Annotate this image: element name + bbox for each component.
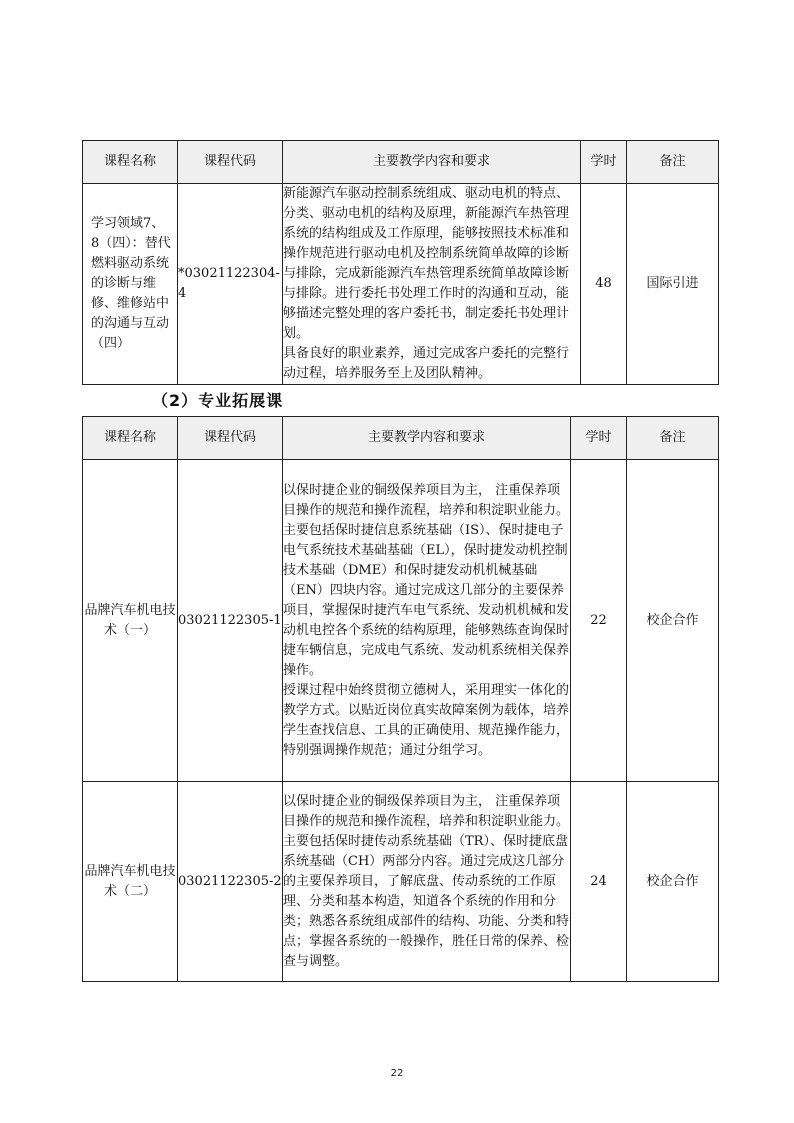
course-name: 品牌汽车机电技术（二） bbox=[83, 782, 178, 982]
course-table-extension bbox=[82, 416, 719, 982]
header-hours: 学时 bbox=[571, 417, 627, 460]
course-hours: 24 bbox=[571, 782, 627, 982]
course-hours: 22 bbox=[571, 460, 627, 782]
content-paragraph: 以保时捷企业的铜级保养项目为主， 注重保养项目操作的规范和操作流程，培养和积淀职业能力。主要包括保时捷传动系统基础（TR）、保时捷底盘系统基础（CH）两部分内容。通过完成这几部分的主要保养项目，了解底盘、传动系统的工作原理、分类和基本构造，知道各个系统的作用和分类；熟悉各系统组成部件的结构、功能、分类和特点；掌握各系统的一般操作，胜任日常的保养、检查与调整。 bbox=[283, 793, 570, 969]
header-course-code: 课程代码 bbox=[178, 141, 283, 184]
content-paragraph: 新能源汽车驱动控制系统组成、驱动电机的特点、分类、驱动电机的结构及原理，新能源汽车热管理系统的结构组成及工作原理，能够按照技术标准和操作规范进行驱动电机及控制系统简单故障的诊断与排除，完成新能源汽车热管理系统简单故障诊断与排除。进行委托书处理工作时的沟通和互动，能够描述完整处理的客户委托书，制定委托书处理计划。 bbox=[283, 186, 570, 341]
course-code: 03021122305-2 bbox=[178, 782, 283, 982]
course-code: 03021122305-1 bbox=[178, 460, 283, 782]
course-note: 校企合作 bbox=[627, 460, 719, 782]
header-note: 备注 bbox=[627, 417, 719, 460]
header-course-name: 课程名称 bbox=[83, 141, 178, 184]
course-name: 学习领域7、8（四）：替代燃料驱动系统的诊断与维修、维修站中的沟通与互动（四） bbox=[83, 184, 178, 385]
course-content bbox=[283, 184, 581, 385]
course-code: *03021122304-4 bbox=[178, 184, 283, 385]
header-content: 主要教学内容和要求 bbox=[283, 141, 581, 184]
course-name: 品牌汽车机电技术（一） bbox=[83, 460, 178, 782]
header-course-name: 课程名称 bbox=[83, 417, 178, 460]
header-hours: 学时 bbox=[581, 141, 627, 184]
course-note: 校企合作 bbox=[627, 782, 719, 982]
content-paragraph: 以保时捷企业的铜级保养项目为主， 注重保养项目操作的规范和操作流程，培养和积淀职业能力。主要包括保时捷信息系统基础（IS）、保时捷电子电气系统技术基础基础（EL），保时捷发动机控制技术基础（DME）和保时捷发动机机械基础（EN）四块内容。通过完成这几部分的主要保养项目，掌握保时捷汽车电气系统、发动机机械和发动机电控各个系统的结构原理，能够熟练查询保时捷车辆信息，完成电气系统、发动机系统相关保养操作。 bbox=[283, 482, 570, 678]
table-row bbox=[83, 184, 719, 385]
course-hours: 48 bbox=[581, 184, 627, 385]
section-heading: （2）专业拓展课 bbox=[152, 391, 284, 410]
header-content: 主要教学内容和要求 bbox=[283, 417, 571, 460]
course-content bbox=[283, 782, 571, 982]
table-row bbox=[83, 782, 719, 982]
content-paragraph: 授课过程中始终贯彻立德树人，采用理实一体化的教学方式。以贴近岗位真实故障案例为载体，培养学生查找信息、工具的正确使用、规范操作能力，特别强调操作规范；通过分组学习。 bbox=[283, 682, 570, 758]
page-number: 22 bbox=[390, 1068, 404, 1079]
course-table-core bbox=[82, 140, 719, 385]
table-header-row bbox=[83, 417, 719, 460]
table-row bbox=[83, 460, 719, 782]
course-content bbox=[283, 460, 571, 782]
header-note: 备注 bbox=[627, 141, 719, 184]
course-note: 国际引进 bbox=[627, 184, 719, 385]
header-course-code: 课程代码 bbox=[178, 417, 283, 460]
table-header-row bbox=[83, 141, 719, 184]
content-paragraph: 具备良好的职业素养，通过完成客户委托的完整行动过程，培养服务至上及团队精神。 bbox=[283, 346, 570, 381]
